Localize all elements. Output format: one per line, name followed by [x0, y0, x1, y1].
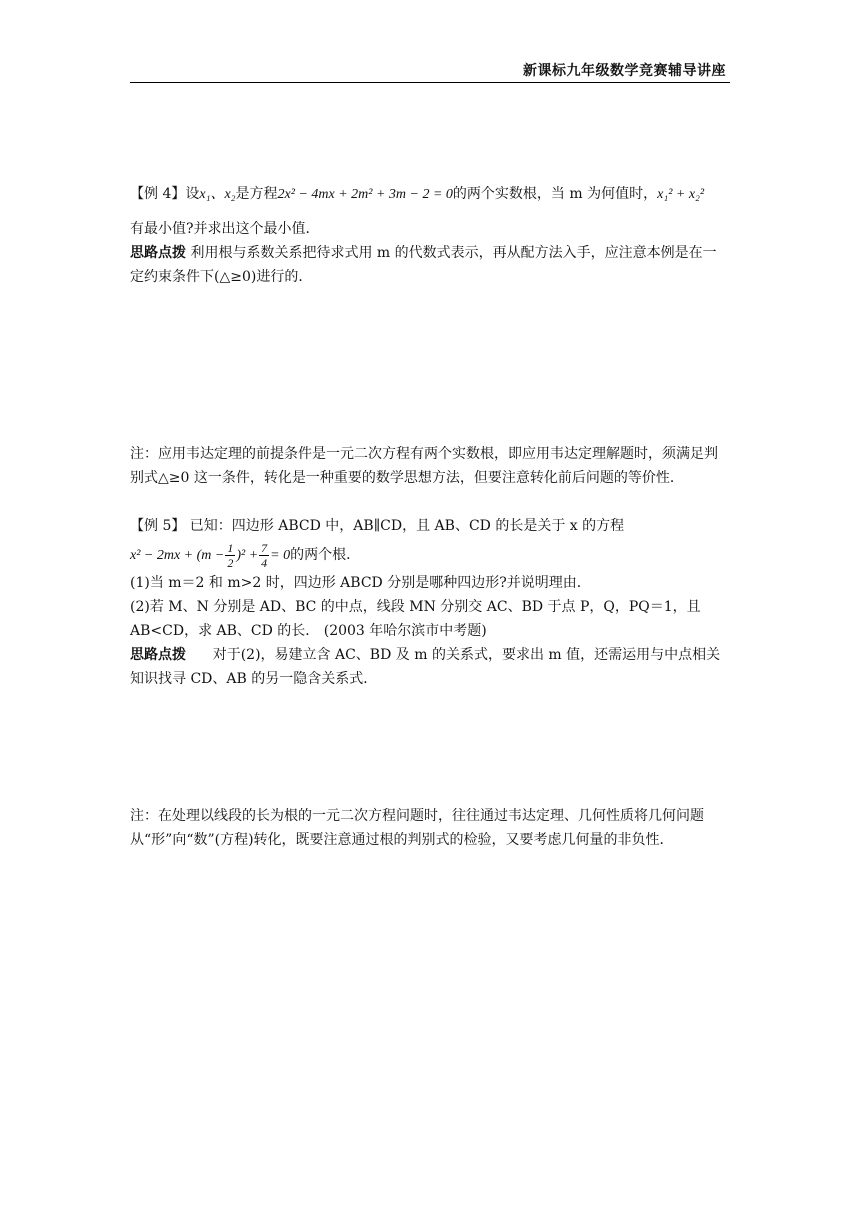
- example-5-eq-b: )² +: [236, 548, 259, 563]
- example-4-suffix: 的两个实数根，当 m 为何值时，: [452, 186, 658, 202]
- example-5-question-1: (1)当 m＝2 和 m>2 时，四边形 ABCD 分别是哪种四边形?并说明理由．: [130, 575, 591, 591]
- example-4-hint: [130, 241, 730, 289]
- note-1: [130, 442, 730, 490]
- example-4-label: 【例 4】设: [130, 186, 200, 202]
- example-5-hint-text: 对于(2)，易建立含 AC、BD 及 m 的关系式，要求出 m 值，还需运用与中点相关知识找寻 CD、AB 的另一隐含关系式．: [130, 647, 721, 687]
- example-5-eq-a: x² − 2mx + (m −: [130, 548, 225, 563]
- example-5-intro: 【例 5】 已知：四边形 ABCD 中，AB∥CD，且 AB、CD 的长是关于 x 的方程: [130, 518, 625, 534]
- example-4-expression: x₁² + x₂²: [657, 187, 705, 202]
- example-5-question-2: (2)若 M、N 分别是 AD、BC 的中点，线段 MN 分别交 AC、BD 于点 P，Q，PQ＝1，且 AB<CD，求 AB、CD 的长． (2003 年哈尔滨市中考题): [130, 599, 701, 639]
- example-5-hint: [130, 643, 730, 691]
- example-4-mid: 是方程: [235, 186, 278, 202]
- example-4-hint-label: 思路点拨: [130, 245, 186, 261]
- fraction-seven-fourths: $\frac{7}{4}$: [261, 540, 268, 570]
- example-5-equation-line: [130, 540, 730, 571]
- example-4-equation: 2x² − 4mx + 2m² + 3m − 2 = 0: [277, 187, 453, 202]
- example-4-question: 有最小值?并求出这个最小值．: [130, 221, 320, 237]
- note-1-text: 注：应用韦达定理的前提条件是一元二次方程有两个实数根，即应用韦达定理解题时，须满足判别式△≥0 这一条件，转化是一种重要的数学思想方法，但要注意转化前后问题的等价性．: [130, 446, 718, 486]
- note-2: [130, 804, 730, 852]
- example-5-eq-suffix: 的两个根．: [290, 547, 361, 563]
- page-header: [130, 60, 730, 82]
- example-4-vars: x₁、x₂: [199, 187, 236, 202]
- note-2-text: 注：在处理以线段的长为根的一元二次方程问题时，往往通过韦达定理、几何性质将几何问题从“形”向“数”(方程)转化，既要注意通过根的判别式的检验，又要考虑几何量的非负性．: [130, 808, 704, 848]
- example-5-hint-label: 思路点拨: [130, 647, 186, 663]
- example-5-eq-c: = 0: [270, 548, 291, 563]
- header-title: 新课标九年级数学竞赛辅导讲座: [523, 63, 726, 79]
- example-4-statement: [130, 182, 730, 207]
- fraction-one-half: $\frac{1}{2}$: [227, 540, 234, 570]
- example-4-hint-text: 利用根与系数关系把待求式用 m 的代数式表示，再从配方法入手，应注意本例是在一定约束条件下(△≥0)进行的．: [130, 245, 717, 285]
- example-5: [130, 514, 730, 691]
- header-rule: [130, 82, 730, 83]
- example-4: [130, 182, 730, 289]
